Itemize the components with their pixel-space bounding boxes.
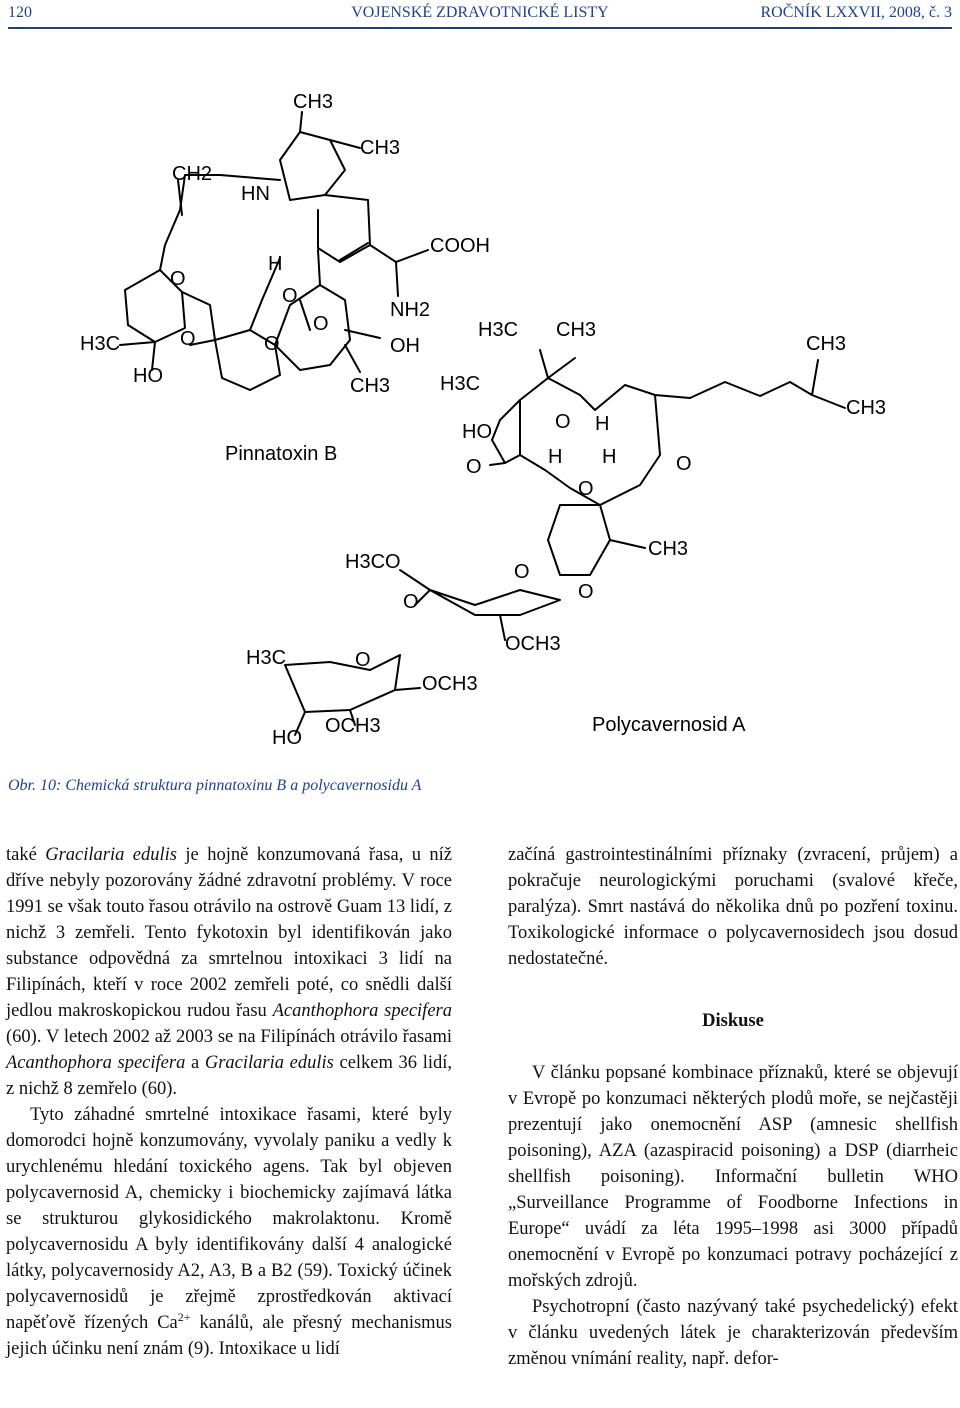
right-text-column: [508, 842, 958, 1372]
atom-label: CH3: [648, 538, 689, 560]
atom-label: O: [170, 268, 186, 290]
paragraph: Tyto záhadné smrtelné intoxikace řasami, které byly domorodci hojně konzumovány, vyvolaly paniku a vedly k urychlenému hledání toxického agens. Tak byl objeven polycavernosid A, chemicky i biochemicky zajímavá látka se strukturou glykosidického makrolaktonu. Kromě polycavernosidu A byly identifikovány další 4 analogické látky, polycavernosidy A2, A3, B a B2 (59). Toxický účinek polycavernosidů je zřejmě zprostředkován aktivací napěťově řízených $Ca^{2+}$ kanálů, ale přesný mechanismus jejich účinku není znám (9). Intoxikace u lidí: [6, 1105, 452, 1359]
atom-label: O: [180, 328, 196, 350]
atom-label: HO: [462, 421, 492, 443]
atom-label: H3C: [246, 647, 287, 669]
page-number: 120: [8, 4, 32, 21]
atom-label: NH2: [390, 299, 431, 321]
atom-label: O: [282, 285, 298, 307]
atom-label: O: [578, 478, 594, 500]
atom-label: O: [355, 649, 371, 671]
atom-label: H3C: [80, 333, 121, 355]
atom-label: CH3: [293, 91, 334, 113]
atom-label: O: [676, 453, 692, 475]
atom-label: OCH3: [505, 633, 561, 655]
atom-label: CH3: [806, 333, 847, 355]
compound-name-polycavernosid: Polycavernosid A: [592, 714, 746, 736]
atom-label: HN: [241, 183, 270, 205]
atom-label: OH: [390, 335, 420, 357]
atom-label: CH3: [350, 375, 391, 397]
chemical-structures-figure: [0, 30, 960, 760]
atom-label: OCH3: [422, 673, 478, 695]
header-divider: [8, 27, 952, 29]
atom-label: H3C: [440, 373, 481, 395]
paragraph: Psychotropní (často nazývaný také psychedelický) efekt v článku uvedených látek je charakterizován především změnou vnímání reality, např. defor-: [508, 1297, 958, 1369]
paragraph: V článku popsané kombinace příznaků, které se objevují v Evropě po konzumaci některých plodů moře, se nejčastěji prezentují jako onemocnění ASP (amnesic shellfish poisoning), AZA (azaspiracid poisoning) a DSP (diarrheic shellfish poisoning). Informační bulletin WHO „Surveillance Programme of Foodborne Infections in Europe“ uvádí za léta 1995–1998 asi 3000 případů onemocnění v Evropě po konzumaci potravy pocházející z mořských zdrojů.: [508, 1063, 958, 1291]
left-text-column: [6, 842, 452, 1362]
journal-title: VOJENSKÉ ZDRAVOTNICKÉ LISTY: [351, 4, 609, 21]
atom-label: H3CO: [345, 551, 401, 573]
atom-label: CH3: [846, 397, 887, 419]
atom-label: OCH3: [325, 715, 381, 737]
atom-label: CH3: [556, 319, 597, 341]
atom-label: H: [268, 253, 283, 275]
atom-label: H: [548, 446, 563, 468]
running-header: [8, 0, 952, 26]
volume-info: ROČNÍK LXXVII, 2008, č. 3: [760, 4, 952, 21]
atom-label: H3C: [478, 319, 519, 341]
section-heading: Diskuse: [702, 1011, 764, 1031]
structure-drawing: [0, 30, 960, 760]
atom-label: O: [264, 333, 280, 355]
atom-label: COOH: [430, 235, 490, 257]
atom-label: H: [602, 446, 617, 468]
atom-label: O: [555, 411, 571, 433]
paragraph: začíná gastrointestinálními příznaky (zvracení, průjem) a pokračuje neurologickými poruchami (svalové křeče, paralýza). Smrt nastává do několika dnů po pozření toxinu. Toxikologické informace o polycavernosidech jsou dosud nedostatečné.: [508, 845, 958, 969]
atom-label: CH3: [360, 137, 401, 159]
atom-label: O: [514, 561, 530, 583]
atom-label: O: [578, 581, 594, 603]
figure-caption: Obr. 10: Chemická struktura pinnatoxinu B a polycavernosidu A: [8, 777, 422, 794]
atom-label: HO: [272, 727, 302, 749]
atom-label: O: [403, 591, 419, 613]
atom-label: CH2: [172, 163, 213, 185]
atom-label: O: [466, 456, 482, 478]
atom-label: H: [595, 413, 610, 435]
atom-label: HO: [133, 365, 163, 387]
paragraph: také Gracilaria edulis je hojně konzumovaná řasa, u níž dříve nebyly pozorovány žádné zdravotní problémy. V roce 1991 se však touto řasou otrávilo na ostrově Guam 13 lidí, z nichž 3 zemřeli. Tento fykotoxin byl identifikován jako substance odpovědná za smrtelnou intoxikaci 3 lidí na Filipínách, kteří v roce 2002 zemřeli poté, co snědli další jedlou makroskopickou rudou řasu Acanthophora specifera (60). V letech 2002 až 2003 se na Filipínách otrávilo řasami Acanthophora specifera a Gracilaria edulis celkem 36 lidí, z nichž 8 zemřelo (60).: [6, 845, 453, 1099]
atom-label: O: [313, 313, 329, 335]
compound-name-pinnatoxin: Pinnatoxin B: [225, 443, 338, 465]
